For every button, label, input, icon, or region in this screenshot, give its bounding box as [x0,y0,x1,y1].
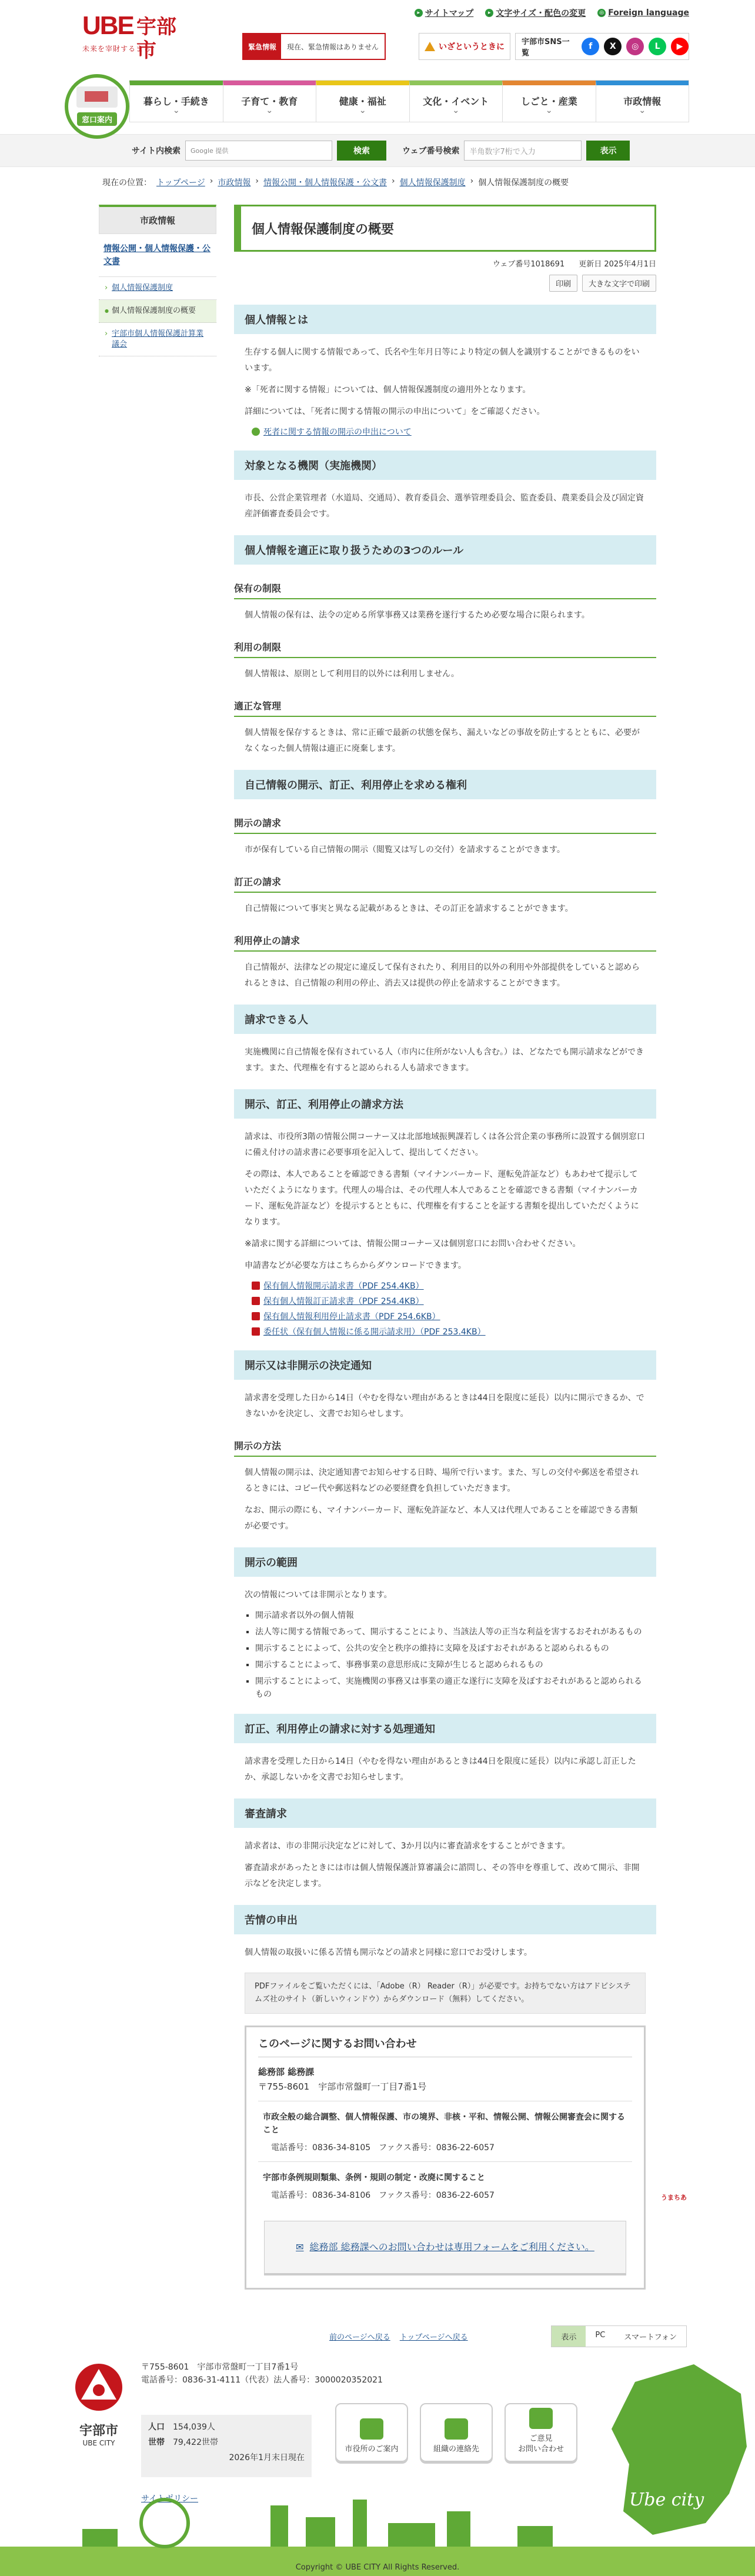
subsection-heading: 訂正の請求 [234,871,656,893]
sidebar-section[interactable]: 情報公開・個人情報保護・公文書 [99,234,216,277]
section-heading: 個人情報を適正に取り扱うための3つのルール [234,535,656,565]
header [0,0,755,71]
paragraph: 申請書などが必要な方はこちらからダウンロードできます。 [245,1261,466,1270]
text-size-icon: ▸ [485,9,493,17]
contact-form-button[interactable] [264,2221,626,2274]
non-disclosure-list [255,1609,646,1701]
paragraph: 個人情報の開示は、決定通知書でお知らせする日時、場所で行います。また、写しの交付や郵送を希望されるときには、コピー代や郵送料などの必要経費を負担していただきます。 [245,1468,639,1493]
emergency-text: 現在、緊急情報はありません [287,42,379,51]
population-label: 人口 [148,2422,165,2432]
facebook-icon[interactable]: f [582,38,599,55]
breadcrumb-prefix: 現在の位置： [102,178,152,188]
sns-list [515,33,689,60]
contact-topic: 宇部市条例規則類集、条例・規則の制定・改廃に関すること [263,2173,485,2183]
site-search-label: サイト内検索 [132,146,181,156]
site-policy-link[interactable]: サイトポリシー [141,2494,199,2504]
link-label: 委任状（保有個人情報に係る開示請求用）（PDF 253.4KB） [263,1327,486,1337]
paragraph: 自己情報が、法律などの規定に違反して保有されたり、利用目的以外の利用や外部提供をしていると認められるときは、自己情報の利用の停止、消去又は提供の停止を請求することができます。 [245,963,640,988]
search-bar [0,134,755,167]
footer [0,2358,755,2576]
breadcrumb-sep: › [470,176,474,186]
logo-ube: UBE [82,11,133,40]
list-item: ▪ 開示することによって、実施機関の事務又は事業の適正な遂行に支障を及ぼすおそれがあると認められるもの [255,1675,646,1701]
sns-label[interactable]: 宇部市SNS一覧 [522,38,570,58]
contact-dept: 総務部 総務課 [258,2067,315,2077]
list-item: ▪ 開示することによって、事務事業の意思形成に支障が生じると認められるもの [255,1659,646,1671]
footer-phone-line: 電話番号：0836-31-4111（代表）法人番号：3000020352021 [141,2375,383,2385]
city-hall-guide-button[interactable] [335,2403,408,2462]
logo-tagline: 未来を宰財するまち [82,45,152,53]
global-nav [65,80,689,125]
nav-items [129,80,689,122]
nav-item-culture[interactable]: 文化・イベント ⌄ [409,81,503,122]
contact-form-label: 総務部 総務課へのお問い合わせは専用フォームをご利用ください。 [309,2241,594,2253]
emergency-info[interactable] [242,33,386,60]
pdf-link[interactable] [252,1310,646,1322]
subsection-heading: 利用停止の請求 [234,930,656,952]
mode-label: 表示 [552,2326,586,2347]
text-size-label: 文字サイズ・配色の変更 [496,9,586,18]
map-label: Ube city [629,2490,704,2510]
sidebar-item[interactable]: › 個人情報保護制度 [99,277,216,300]
org-contacts-button[interactable] [420,2403,493,2462]
breadcrumb-sep: › [255,176,259,186]
paragraph: 個人情報の取扱いに係る苦情も開示などの請求と同様に窓口でお受けします。 [245,1948,532,1957]
x-icon[interactable]: X [604,38,622,55]
population-box [141,2415,312,2477]
nav-item-childcare[interactable]: 子育て・教育 ⌄ [223,81,316,122]
foreign-language-link[interactable] [597,7,689,19]
instagram-icon[interactable]: ◎ [626,38,644,55]
mascot-badge[interactable]: うまちあ [661,2194,687,2201]
warning-icon [425,42,435,51]
breadcrumb-current: 個人情報保護制度の概要 [478,178,569,188]
print-large-button[interactable]: 大きな文字で印刷 [582,275,656,292]
contact-phone: 電話番号：0836-34-8105 ファクス番号：0836-22-6057 [271,2143,495,2153]
paragraph: ※「死者に関する情報」については、個人情報保護制度の適用外となります。 [245,385,531,395]
page-meta [234,258,656,269]
section-heading: 自己情報の開示、訂正、利用停止を求める権利 [234,770,656,799]
building-icon [76,86,118,108]
breadcrumb-item[interactable]: 個人情報保護制度 [399,178,466,188]
section-heading: 個人情報とは [234,305,656,334]
breadcrumb [102,176,569,188]
nav-item-living[interactable]: 暮らし・手続き ⌄ [129,81,223,122]
print-button[interactable]: 印刷 [549,275,577,292]
sidebar-item[interactable]: › 宇部市個人情報保護計算業議会 [99,323,216,356]
paragraph: ※請求に関する詳細については、情報公開コーナー又は個別窓口にお問い合わせください。 [245,1239,581,1249]
paragraph: 個人情報の保有は、法令の定める所掌事務又は業務を遂行するため必要な場合に限られます。 [245,610,590,620]
sidebar-title[interactable]: 市政情報 [99,205,216,234]
pdf-link[interactable] [252,1280,646,1292]
list-item: ▪ 開示することによって、公共の安全と秩序の維持に支障を及ぼすおそれがあると認められるもの [255,1642,646,1655]
city-emblem-icon [72,2361,125,2414]
contact-heading: このページに関するお問い合わせ [258,2036,632,2057]
pdf-icon [252,1327,260,1336]
section-heading: 開示、訂正、利用停止の請求方法 [234,1089,656,1119]
globe-icon: ◎ [597,9,606,17]
sidebar-item-current[interactable]: ● 個人情報保護制度の概要 [99,300,216,323]
signpost-icon [360,2418,383,2440]
sitemap-label: サイトマップ [425,9,474,18]
paragraph: 市長、公営企業管理者（水道局、交通局）、教育委員会、選挙管理委員会、監査委員、農業委員会及び固定資産評価審査委員会です。 [245,493,644,519]
households-value: 79,422世帯 [173,2438,218,2447]
footer-button-label: ご意見 お問い合わせ [517,2434,564,2454]
back-link[interactable]: 前のページへ戻る [329,2333,390,2342]
paragraph: その際は、本人であることを確認できる書類（マイナンバーカード、運転免許証など）もあわせて提示していただくようになります。代理人の場合は、その代理人本人であることを確認できる書類（マイナンバーカード、運転免許証など）を提示するとともに、代理権を有することを証する書類を提出していただくようになります。 [245,1170,639,1227]
contact-topic: 市政全般の総合調整、個人情報保護、市の境界、非核・平和、情報公開、情報公開審査会に関すること [263,2113,625,2135]
contact-section [258,2161,632,2209]
site-search-input[interactable]: Google 提供 [185,141,332,161]
home-label: 窓口案内 [77,112,117,126]
mail-icon: ✉ [296,2241,304,2253]
top-page-link[interactable]: トップページへ戻る [399,2333,468,2342]
arrow-icon [252,428,260,436]
list-item: ▪ 開示請求者以外の個人情報 [255,1609,646,1622]
phone-icon [529,2408,553,2429]
pdf-link[interactable] [252,1295,646,1307]
web-number-search [402,141,630,161]
population-value: 154,039人 [173,2422,215,2432]
emergency-guide-label: いざというときに [439,42,505,52]
line-icon[interactable]: L [649,38,666,55]
text-size-link[interactable] [485,7,586,19]
breadcrumb-item[interactable]: 情報公開・個人情報保護・公文書 [263,178,387,188]
main-content [234,205,656,2297]
pdf-icon [252,1312,260,1320]
section-heading: 請求できる人 [234,1005,656,1034]
pdf-icon [252,1282,260,1290]
paragraph: 審査請求があったときには市は個人情報保護計算審議会に諮問し、その答申を尊重して、改めて開示、非開示などを決定します。 [245,1863,640,1888]
subsection-heading: 開示の請求 [234,812,656,834]
web-number-label: ウェブ番号検索 [402,146,460,156]
footer-address-line: 〒755-8601 宇部市常盤町一丁目7番1号 [141,2363,299,2372]
deceased-info-link[interactable] [252,426,646,438]
footer-city-name: 宇部市 [79,2424,118,2438]
nav-item-work[interactable]: しごと・産業 ⌄ [502,81,596,122]
web-number-input[interactable]: 半角数字7桁で入力 [464,141,582,161]
households-label: 世帯 [148,2438,165,2447]
site-search [132,141,386,161]
link-label: 保有個人情報訂正請求書（PDF 254.4KB） [263,1297,424,1306]
pdf-icon [252,1297,260,1305]
sidebar [99,205,216,356]
site-search-button[interactable]: 検索 [337,141,386,161]
footer-city-en: UBE CITY [82,2439,115,2447]
foreign-language-label: Foreign language [608,8,689,18]
paragraph: 請求は、市役所3階の情報公開コーナー又は北部地域振興課若しくは各公営企業の事務所に設置する個別窓口に備え付けの請求書に必要事項を記入して、提出してください。 [245,1132,645,1157]
list-item: ▪ 法人等に関する情報であって、開示することにより、当該法人等の正当な利益を害するおそれがあるもの [255,1626,646,1639]
footer-button-label: 市役所のご案内 [345,2445,399,2454]
page-title: 個人情報保護制度の概要 [234,205,656,252]
copyright: Copyright © UBE CITY All Rights Reserved. [0,2558,755,2576]
nav-item-city[interactable]: 市政情報 ⌄ [596,81,689,122]
paragraph: 市が保有している自己情報の開示（閲覧又は写しの交付）を請求することができます。 [245,845,565,855]
contact-address: 〒755-8601 宇部市常盤町一丁目7番1号 [258,2081,427,2092]
pdf-reader-note: PDFファイルをご覧いただくには、「Adobe（R） Reader（R）」が必要です。お持ちでない方はアドビシステムズ社のサイト（新しいウィンドウ）からダウンロード（無料）してください。 [245,1973,646,2014]
paragraph: 自己情報について事実と異なる記載があるときは、その訂正を請求することができます。 [245,904,573,913]
paragraph: 請求者は、市の非開示決定などに対して、3か月以内に審査請求をすることができます。 [245,1841,570,1851]
mode-smartphone[interactable]: スマートフォン [624,2333,677,2342]
link-label: 保有個人情報利用停止請求書（PDF 254.6KB） [263,1312,440,1322]
emergency-guide-button[interactable] [419,33,510,60]
section-heading: 対象となる機関（実施機関） [234,451,656,480]
subsection-heading: 保有の制限 [234,578,656,599]
section-heading: 開示の範囲 [234,1547,656,1577]
section-heading: 苦情の申出 [234,1905,656,1934]
chat-icon [445,2418,468,2440]
site-logo[interactable] [82,11,176,62]
section-heading: 訂正、利用停止の請求に対する処理通知 [234,1714,656,1743]
feedback-button[interactable] [505,2403,577,2462]
emergency-label: 緊急情報 [243,34,281,59]
sitemap-link[interactable] [415,7,473,19]
paragraph: 請求書を受理した日から14日（やむを得ない理由があるときは44日を限度に延長）以内に承認し訂正したか、承認しないかを文書でお知らせします。 [245,1757,636,1782]
contact-box [245,2026,646,2290]
section-heading: 審査請求 [234,1798,656,1828]
breadcrumb-sep: › [209,176,213,186]
paragraph: 生存する個人に関する情報であって、氏名や生年月日等により特定の個人を識別することができるものをいいます。 [245,348,640,373]
contact-section [258,2101,632,2161]
pdf-link[interactable] [252,1326,646,1337]
footer-address [141,2361,383,2387]
footer-button-label: 組織の連絡先 [433,2445,479,2454]
breadcrumb-item[interactable]: トップページ [156,178,205,188]
paragraph: 個人情報を保存するときは、常に正確で最新の状態を保ち、漏えいなどの事故を防止するとともに、必要がなくなった個人情報は適正に廃棄します。 [245,728,640,753]
paragraph: なお、開示の際にも、マイナンバーカード、運転免許証など、本人又は代理人であることを確認できる書類が必要です。 [245,1506,638,1531]
paragraph: 次の情報については非開示となります。 [245,1590,392,1600]
paragraph: 請求書を受理した日から14日（やむを得ない理由があるときは44日を限度に延長）以内に開示できるか、できないかを決定し、文書でお知らせします。 [245,1393,644,1419]
updated-date: 更新日 2025年4月1日 [579,260,656,269]
sitemap-icon: ▸ [415,9,423,17]
footer-logo [69,2361,128,2455]
footer-buttons [335,2403,577,2462]
display-mode-switch [551,2325,687,2347]
utility-links [415,7,689,19]
subsection-heading: 開示の方法 [234,1435,656,1457]
contact-phone: 電話番号：0836-34-8106 ファクス番号：0836-22-6057 [271,2191,495,2200]
logo-kanji: 宇部市 [136,15,176,62]
paragraph: 個人情報は、原則として利用目的以外には利用しません。 [245,669,459,679]
link-label: 保有個人情報開示請求書（PDF 254.4KB） [263,1282,424,1291]
home-button[interactable] [65,74,129,139]
section-heading: 開示又は非開示の決定通知 [234,1350,656,1380]
subsection-heading: 利用の制限 [234,636,656,658]
mode-pc[interactable]: PC [595,2330,606,2340]
web-number: ウェブ番号1018691 [492,260,565,269]
paragraph: 詳細については、「死者に関する情報の開示の申出について」をご確認ください。 [245,407,545,416]
print-tools [234,275,656,292]
youtube-icon[interactable]: ▶ [671,38,689,55]
population-date: 2026年1月末日現在 [229,2453,305,2462]
subsection-heading: 適正な管理 [234,695,656,717]
link-label: 死者に関する情報の開示の申出について [263,428,412,437]
breadcrumb-item[interactable]: 市政情報 [218,178,251,188]
page-footer-nav [329,2323,687,2349]
nav-item-health[interactable]: 健康・福祉 ⌄ [316,81,409,122]
city-skyline-illustration [0,2494,755,2558]
paragraph: 実施機関に自己情報を保有されている人（市内に住所がない人も含む。）は、どなたでも開示請求などができます。また、代理権を有すると認められる人も請求できます。 [245,1047,644,1073]
web-number-button[interactable]: 表示 [586,141,630,161]
breadcrumb-sep: › [391,176,395,186]
